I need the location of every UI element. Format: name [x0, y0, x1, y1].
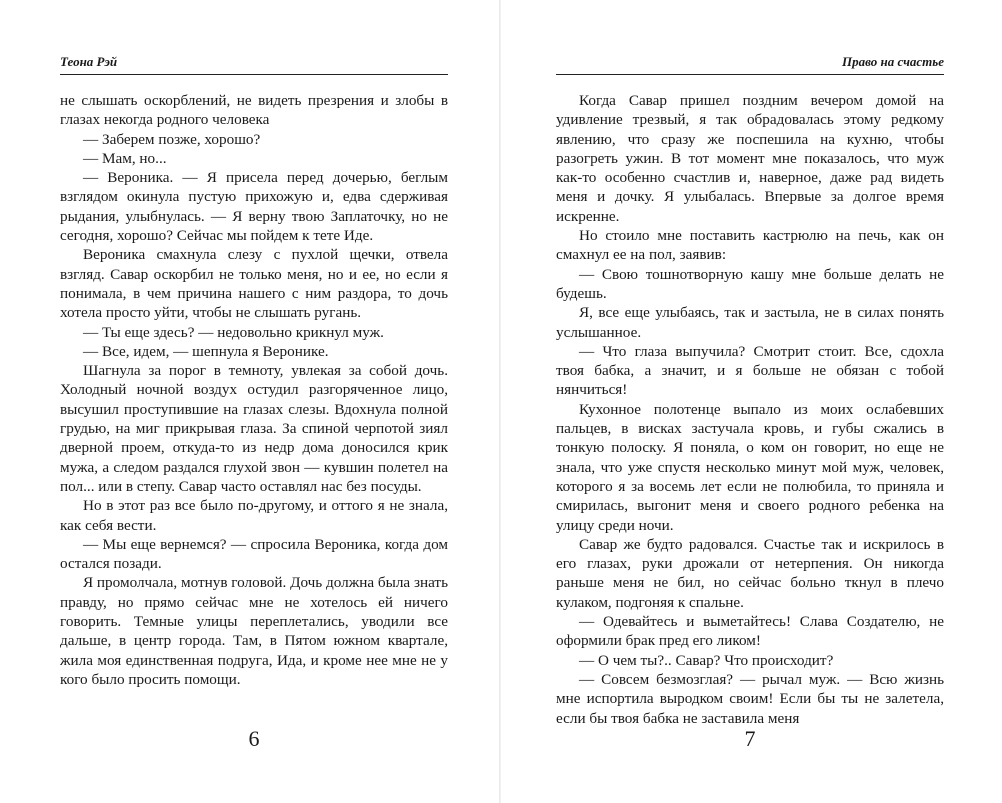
paragraph: — Все, идем, — шепнула я Веронике. — [83, 342, 329, 360]
paragraph: Вероника смахнула слезу с пухлой щечки, отвела взгляд. Савар оскорбил не только меня, но и ее, но если я понимала, в чем причина нашего с ним раздора, то дочь хотела просто уйти, чтобы не слышать ругань. — [60, 246, 448, 322]
paragraph: Я промолчала, мотнув головой. Дочь должна была знать правду, но прямо сейчас мне не хотелось ей ничего говорить. Темные улицы переплетались, уводили все дальше, в центр города. Там, в Пятом южном квартале, жила моя единственная подруга, Ида, и кроме нее мне не у кого было просить помощи. — [60, 574, 448, 688]
left-page — [60, 0, 448, 803]
paragraph: — Ты еще здесь? — недовольно крикнул муж. — [83, 323, 384, 341]
running-head-author: Теона Рэй — [60, 54, 118, 69]
paragraph: Я, все еще улыбаясь, так и застыла, не в силах понять услышанное. — [556, 304, 944, 341]
page-number: 7 — [744, 726, 756, 751]
right-page — [556, 0, 944, 803]
paragraph: Савар же будто радовался. Счастье так и искрилось в его глазах, руки дрожали от нетерпения. Он никогда раньше меня не бил, но сейчас больно ткнул в плечо кулаком, подгоняя к спальне. — [556, 535, 944, 611]
header-rule — [556, 74, 944, 75]
paragraph: — Вероника. — Я присела перед дочерью, беглым взглядом окинула пустую прихожую и, едва сдерживая рыдания, улыбнулась. — Я верну твою Заплаточку, но не сегодня, хорошо? Сейчас мы пойдем к тете Иде. — [60, 169, 448, 245]
paragraph: — Заберем позже, хорошо? — [83, 130, 261, 148]
paragraph: — Что глаза выпучила? Смотрит стоит. Все, сдохла твоя бабка, а значит, и я больше не обязан с тобой нянчиться! — [556, 342, 944, 399]
book-gutter — [499, 0, 501, 803]
paragraph: — Совсем безмозглая? — рычал муж. — Всю жизнь мне испортила выродком своим! Если бы ты не залетела, если бы твоя бабка не заставила меня — [556, 670, 944, 727]
page-number: 6 — [248, 726, 260, 751]
paragraph: — О чем ты?.. Савар? Что происходит? — [579, 651, 834, 669]
paragraph: Когда Савар пришел поздним вечером домой на удивление трезвый, я так обрадовалась этому редкому явлению, что сразу же поспешила на кухню, чтобы разогреть ужин. В тот момент мне показалось, что муж как-то особенно счастлив и, наверное, даже рад видеть меня и дочку. Я улыбалась. Впервые за долгое время искренне. — [556, 92, 944, 225]
paragraph: Но в этот раз все было по-другому, и оттого я не знала, как себя вести. — [60, 497, 448, 534]
header-rule — [60, 74, 448, 75]
paragraph: — Одевайтесь и выметайтесь! Слава Создателю, не оформили брак пред его ликом! — [556, 613, 944, 650]
page-body — [556, 91, 944, 728]
paragraph: — Мы еще вернемся? — спросила Вероника, когда дом остался позади. — [60, 535, 448, 573]
paragraph: — Свою тошнотворную кашу мне больше делать не будешь. — [556, 265, 944, 302]
page-body — [60, 91, 448, 689]
paragraph: Кухонное полотенце выпало из моих ослабевших пальцев, в висках застучала кровь, и губы сжались в тонкую полоску. Я поняла, о ком он говорит, но еще не знала, что уже спустя несколько минут мой муж, человек, которого я за восемь лет если не полюбила, то приняла и смирилась, выгонит меня и своего родного ребенка на улицу среди ночи. — [556, 400, 944, 534]
paragraph: Шагнула за порог в темноту, увлекая за собой дочь. Холодный ночной воздух остудил разгоряченное лицо, высушил проступившие на глазах слезы. Вдохнула полной грудью, на миг прикрывая глаза. За спиной черпотой зиял дверной проем, откуда-то из недр дома доносился крик мужа, а следом раздался глухой звон — кувшин полетел на пол... или в степу. Савар часто оставлял нас без посуды. — [60, 362, 448, 495]
running-head-title: Право на счастье — [842, 54, 944, 69]
paragraph: Но стоило мне поставить кастрюлю на печь, как он смахнул ее на пол, заявив: — [556, 227, 944, 264]
paragraph: не слышать оскорблений, не видеть презрения и злобы в глазах некогда родного человека — [60, 92, 448, 129]
paragraph: — Мам, но... — [83, 149, 167, 167]
